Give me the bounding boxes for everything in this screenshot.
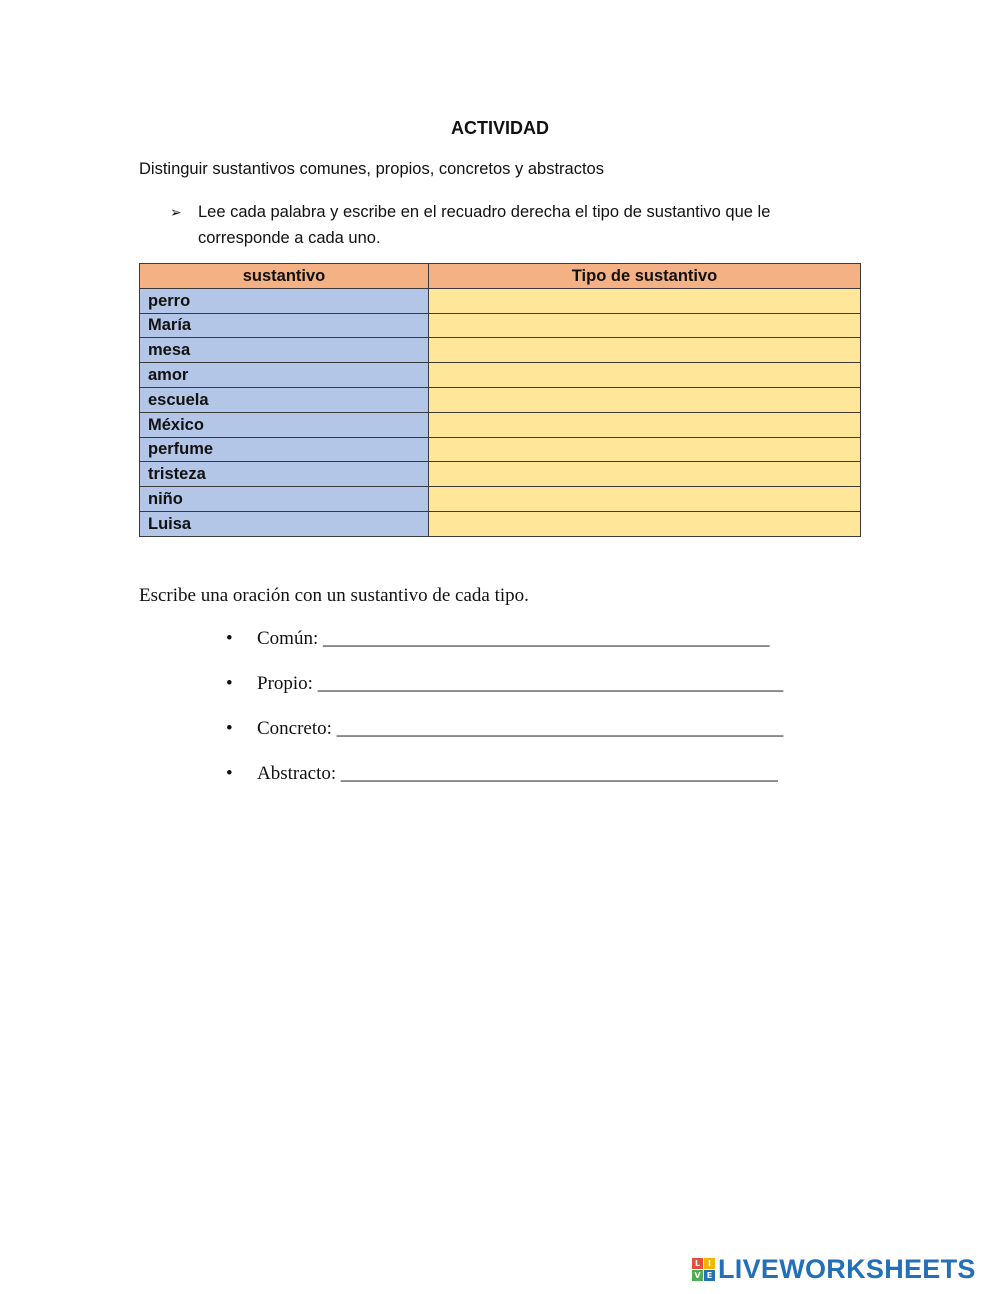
sentence-item [226,628,783,673]
page-title: ACTIVIDAD [451,118,549,138]
noun-type-answer-field[interactable] [429,487,861,512]
table-header-row [140,264,861,289]
arrow-bullet-icon: ➢ [170,204,182,220]
noun-cell: mesa [140,338,429,363]
sentence-label: Común: [257,628,319,649]
table-row [140,363,861,388]
table-row [140,511,861,536]
noun-cell: Luisa [140,511,429,536]
instruction [170,199,850,251]
table-row [140,338,861,363]
nouns-table [139,263,861,537]
logo-letter: I [704,1258,715,1269]
instruction-text: Lee cada palabra y escribe en el recuadro derecha el tipo de sustantivo que le corresponde a cada uno. [198,203,771,247]
liveworksheets-brand [692,1253,976,1285]
noun-cell: México [140,412,429,437]
bullet-icon: • [226,628,233,649]
sentence-item [226,718,783,763]
sentence-label: Propio: [257,673,313,694]
noun-cell: amor [140,363,429,388]
table-body [140,288,861,536]
noun-type-answer-field[interactable] [429,462,861,487]
table-row [140,387,861,412]
brand-text: LIVEWORKSHEETS [718,1253,976,1284]
table-row [140,437,861,462]
bullet-icon: • [226,718,233,739]
sentence-answer-line[interactable]: _________________________________________________ [317,673,784,694]
noun-type-answer-field[interactable] [429,363,861,388]
noun-type-answer-field[interactable] [429,338,861,363]
noun-type-answer-field[interactable] [429,412,861,437]
table-row [140,487,861,512]
noun-type-answer-field[interactable] [429,387,861,412]
table-row [140,313,861,338]
noun-cell: perro [140,288,429,313]
sentence-answer-line[interactable]: _______________________________________________ [336,718,784,739]
page-subtitle: Distinguir sustantivos comunes, propios, concretos y abstractos [139,160,604,178]
noun-type-answer-field[interactable] [429,511,861,536]
sentence-answer-line[interactable]: _______________________________________________ [322,628,770,649]
sentence-item [226,763,783,808]
noun-cell: niño [140,487,429,512]
noun-cell: perfume [140,437,429,462]
header-tipo-de-sustantivo: Tipo de sustantivo [429,264,861,289]
bullet-icon: • [226,673,233,694]
logo-letter: V [692,1270,703,1281]
noun-cell: tristeza [140,462,429,487]
sentence-item [226,673,783,718]
liveworksheets-logo-icon [692,1258,715,1281]
noun-cell: escuela [140,387,429,412]
header-sustantivo: sustantivo [140,264,429,289]
noun-cell: María [140,313,429,338]
sentences-prompt: Escribe una oración con un sustantivo de cada tipo. [139,585,529,606]
table-row [140,288,861,313]
sentence-answer-line[interactable]: ______________________________________________ [340,763,778,784]
noun-type-answer-field[interactable] [429,313,861,338]
logo-letter: L [692,1258,703,1269]
sentence-label: Abstracto: [257,763,337,784]
sentence-list [226,628,783,808]
table-row [140,462,861,487]
logo-letter: E [704,1270,715,1281]
noun-type-answer-field[interactable] [429,288,861,313]
sentence-label: Concreto: [257,718,332,739]
noun-type-answer-field[interactable] [429,437,861,462]
table-row [140,412,861,437]
bullet-icon: • [226,763,233,784]
